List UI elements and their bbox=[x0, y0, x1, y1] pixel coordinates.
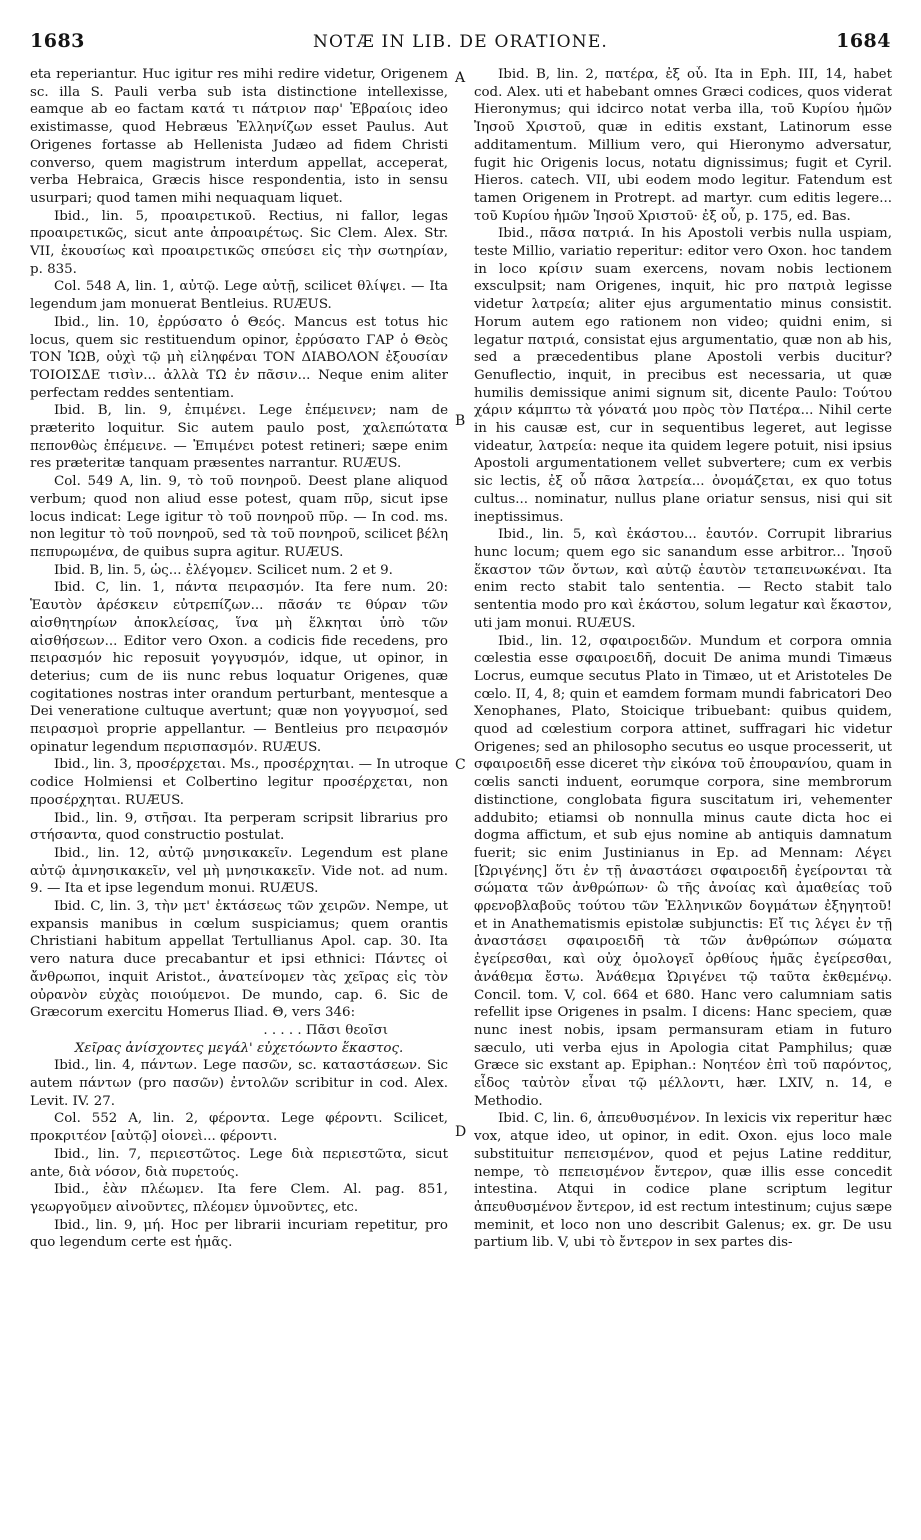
verse-line: . . . . . Πᾶσι θεοῖσι bbox=[263, 1022, 388, 1038]
page-header bbox=[30, 30, 891, 54]
left-column bbox=[30, 66, 448, 1530]
left-paragraph: Ibid. B, lin. 9, ἐπιμένει. Lege ἐπέμεινεν; nam de præterito loquitur. Sic autem paulo post, χαλεπώτατα πεπονθὼς ἐπέμεινε. — Ἐπιμένει potest retineri; sæpe enim res præteritæ tanquam præsentes narrantur. RUÆUS. bbox=[30, 403, 448, 472]
right-paragraph: Ibid., lin. 5, καὶ ἑκάστου... ἑαυτόν. Corrupit librarius hunc locum; quem ego sic sanandum esse arbitror... Ἰησοῦ ἕκαστον τῶν ὄντων, καὶ αὐτῷ ἑαυτὸν τεταπεινωκέναι. Ita enim recto stabit talo sententia. — Recto stabit talo sententia modo pro καὶ ἑκάστου, solum legatur καὶ ἕκαστον, uti jam monui. RUÆUS. bbox=[474, 527, 892, 631]
left-paragraph: Ibid. B, lin. 5, ὡς... ἐλέγομεν. Scilicet num. 2 et 9. bbox=[54, 562, 393, 578]
left-paragraph: Ibid., lin. 5, προαιρετικοῦ. Rectius, ni fallor, legas προαιρετικῶς, sicut ante ἀπροαιρέτως. Sic Clem. Alex. Str. VII, ἑκουσίως καὶ προαιρετικῶς σπεύσει εἰς τὴν σωτηρίαν, p. 835. bbox=[30, 208, 448, 277]
left-paragraph: Ibid., lin. 7, περιεστῶτος. Lege διὰ περιεστῶτα, sicut ante, διὰ νόσον, διὰ πυρετούς. bbox=[30, 1146, 448, 1180]
left-paragraph: Ibid., lin. 12, αὐτῷ μνησικακεῖν. Legendum est plane αὐτῷ ἀμνησικακεῖν, vel μὴ μνησικακεῖν. Vide not. ad num. 9. — Ita et ipse legendum monui. RUÆUS. bbox=[30, 845, 448, 897]
page-number-left: 1683 bbox=[30, 30, 85, 52]
left-paragraph: Ibid., ἐὰν πλέωμεν. Ita fere Clem. Al. pag. 851, γεωργοῦμεν αἰνοῦντες, πλέομεν ὑμνοῦντες, etc. bbox=[30, 1182, 448, 1215]
left-paragraph: Ibid., lin. 9, στῆσαι. Ita perperam scripsit librarius pro στήσαντα, quod constructio postulat. bbox=[30, 810, 448, 844]
right-paragraph: Ibid. B, lin. 2, πατέρα, ἐξ οὗ. Ita in Eph. III, 14, habet cod. Alex. uti et habebant omnes Græci codices, quos viderat Hieronymus; qui idcirco notat verba illa, τοῦ Κυρίου ἡμῶν Ἰησοῦ Χριστοῦ, quæ in editis exstant, Latinorum esse additamentum. Millium vero, qui Hieronymo adversatur, fugit hic Origenis locus, notatu dignissimus; fugit et Cyril. Hieros. catech. VII, ubi eodem modo legitur. Fatendum est tamen Origenem in Protrept. ad martyr. cum editis legere... τοῦ Κυρίου ἡμῶν Ἰησοῦ Χριστοῦ· ἐξ οὗ, p. 175, ed. Bas. bbox=[474, 67, 892, 224]
left-paragraph: eta reperiantur. Huc igitur res mihi redire videtur, Origenem sc. illa S. Pauli verba sub ista distinctione intellexisse, eamque ab eo factam κατά τι πάτριον παρ' Ἑβραίοις ideo existimasse, quod Hebræus Ἑλληνίζων esset Paulus. Aut Origenes fortasse ab Hellenista Judæo ad fidem Christi converso, quem magistrum interdum appellat, acceperat, verba Hebraica, Græcis hisce respondentia, isto in sensu usurpari; quod tamen mihi nequaquam liquet. bbox=[30, 67, 448, 206]
running-title: NOTÆ IN LIB. DE ORATIONE. bbox=[312, 32, 609, 52]
right-paragraph: Ibid. C, lin. 6, ἀπευθυσμένον. In lexicis vix reperitur hæc vox, atque ideo, ut opinor, in edit. Oxon. ejus loco male substituitur πεπεισμένον, quod et pejus Latine redditur, nempe, τὸ πεπεισμένον ἔντερον, quæ illis esse concedit intestina. Atqui in codice plane scriptum legitur ἀπευθυσμένον ἔντερον, id est rectum intestinum; cujus sæpe meminit, et loco non uno describit Galenus; ex. gr. De usu partium lib. V, ubi τὸ ἔντερον in sex partes dis- bbox=[474, 1111, 892, 1251]
left-paragraph: Ibid. C, lin. 1, πάντα πειρασμόν. Ita fere num. 20: Ἑαυτὸν ἀρέσκειν εὐτρεπίζων... πᾶσάν τε θύραν τῶν αἰσθητηρίων ἀποκλείσας, ἵνα μὴ ἕλκηται ὑπὸ τῶν αἰσθήσεων... Editor vero Oxon. a codicis fide recedens, pro πειρασμόν hic reposuit γογγυσμόν, idque, ut opinor, in deterius; cum de iis nunc rebus loquatur Origenes, quæ cogitationes nostras inter orandum perturbant, mentesque a Dei veneratione cultuque avertunt; quæ non γογγυσμοί, sed πειρασμοὶ proprie appellantur. — Bentleius pro πειρασμόν opinatur legendum περισπασμόν. RUÆUS. bbox=[30, 580, 448, 755]
right-paragraph: Ibid., πᾶσα πατριά. In his Apostoli verbis nulla uspiam, teste Millio, variatio reperitur: editor vero Oxon. hoc tandem in loco κρίσιν suam exercens, novam nobis lectionem exsculpsit; nam Origenes, inquit, hic pro πατριὰ legisse videtur λατρεία; aliter ejus argumentatio minus consistit. Horum autem ego rationem non video; quidni enim, si legatur πατριά, consistat ejus argumentatio, quæ non ab his, sed a præcedentibus plane Apostoli verbis ducitur? Genuflectio, inquit, in precibus est necessaria, ut quæ humilis demissique animi signum sit, dicente Paulo: Τούτου χάριν κάμπτω τὰ γόνατά μου πρὸς τὸν Πατέρα... Nihil certe in his causæ est, cur in sequentibus legeret, aut legisse videatur, λατρεία: neque ita quidem legere potuit, nisi ipsius Apostoli argumentationem vellet subvertere; cum ex verbis sic lectis, ἐξ οὗ πᾶσα λατρεία... ὀνομάζεται, ex quo totus cultus... nominatur, nullus plane oriatur sensus, nisi qui sit ineptissimus. bbox=[474, 226, 892, 525]
left-paragraph: Ibid. C, lin. 3, τὴν μετ' ἐκτάσεως τῶν χειρῶν. Nempe, ut expansis manibus in cœlum suspiciamus; quem orantis Christiani habitum appellat Tertullianus Apol. cap. 30. Ita vero natura duce precabantur et ipsi ethnici: Πάντες οἱ ἄνθρωποι, inquit Aristot., ἀνατείνομεν τὰς χεῖρας εἰς τὸν οὐρανὸν εὐχὰς ποιούμενοι. De mundo, cap. 6. Sic de Græcorum exercitu Homerus Iliad. Θ, vers 346: bbox=[30, 899, 448, 1021]
left-paragraph: Col. 549 A, lin. 9, τὸ τοῦ πονηροῦ. Deest plane aliquod verbum; quod non aliud esse potest, quam πῦρ, sicut ipse locus indicat: Lege igitur τὸ τοῦ πονηροῦ πῦρ. — In cod. ms. non legitur τὸ τοῦ πονηροῦ, sed τὰ τοῦ πονηροῦ, scilicet βέλη πεπυρωμένα, de quibus supra agitur. RUÆUS. bbox=[30, 474, 448, 560]
verse-line: Χεῖρας ἀνίσχοντες μεγάλ' εὐχετόωντο ἕκαστος. bbox=[74, 1040, 404, 1056]
right-paragraph: Ibid., lin. 12, σφαιροειδῶν. Mundum et corpora omnia cœlestia esse σφαιροειδῆ, docuit De anima mundi Timæus Locrus, eumque secutus Plato in Timæo, ut et Aristoteles De cœlo. II, 4, 8; quin et eamdem formam mundi fabricatori Deo Xenophanes, Plato, Stoicique tribuebant: quibus quidem, quod ad cœlestium corpora attinet, suffragari hic videtur Origenes; sed an philosopho secutus eo usque processerit, ut σφαιροειδῆ esse diceret τὴν εἰκόνα τοῦ ἐπουρανίου, quam in cœlis sancti induent, eorumque corpora, sine membrorum distinctione, conglobata figura suscitatum iri, vehementer addubito; etiamsi ob nonnulla minus caute dicta hoc ei dogma affictum, et sub ejus nomine ab antiquis damnatum fuerit; sic enim Justinianus in Ep. ad Mennam: Λέγει [Ὠριγένης] ὅτι ἐν τῇ ἀναστάσει σφαιροειδῆ ἐγείρονται τὰ σώματα τῶν ἀνθρώπων· ὢ τῆς ἀνοίας καὶ ἀμαθείας τοῦ φρενοβλαβοῦς τούτου τῶν Ἑλληνικῶν δογμάτων ἐξηγητοῦ! et in Anathematismis epistolæ subjunctis: Εἴ τις λέγει ἐν τῇ ἀναστάσει σφαιροειδῆ τὰ τῶν ἀνθρώπων σώματα ἐγείρεσθαι, καὶ οὐχ ὁμολογεῖ ὀρθίους ἡμᾶς ἐγείρεσθαι, ἀνάθεμα ἔστω. Ἀνάθεμα Ὠριγένει τῷ ταῦτα ἐκθεμένῳ. Concil. tom. V, col. 664 et 680. Hanc vero calumniam satis refellit ipse Origenes in psalm. I dicens: Hanc speciem, quæ nunc inest nobis, ipsam permansuram etiam in futuro sæculo, uti verba ejus in Apologia citat Pamphilus; quæ Græce sic exstant ap. Epiphan.: Νοητέον ἐπὶ τοῦ παρόντος, εἶδος ταὐτὸν εἶναι τῷ μέλλοντι, hær. LXIV, n. 14, e Methodio. bbox=[474, 633, 892, 1109]
left-paragraph: Col. 548 A, lin. 1, αὐτῷ. Lege αὐτῇ, scilicet θλίψει. — Ita legendum jam monuerat Bentleius. RUÆUS. bbox=[30, 279, 448, 313]
margin-letter-b: B bbox=[455, 413, 466, 429]
page-number-right: 1684 bbox=[836, 30, 891, 52]
left-paragraph: Ibid., lin. 3, προσέρχεται. Ms., προσέρχηται. — In utroque codice Holmiensi et Colbertino legitur προσέρχεται, non προσέρχηται. RUÆUS. bbox=[30, 757, 448, 808]
right-column bbox=[474, 66, 892, 1530]
left-paragraph: Col. 552 A, lin. 2, φέροντα. Lege φέροντι. Scilicet, προκριτέον [αὐτῷ] οἱονεὶ... φέροντι. bbox=[30, 1111, 448, 1145]
margin-letter-a: A bbox=[455, 70, 466, 86]
left-paragraph: Ibid., lin. 4, πάντων. Lege πασῶν, sc. καταστάσεων. Sic autem πάντων (pro πασῶν) ἐντολῶν scribitur in cod. Alex. Levit. IV. 27. bbox=[30, 1058, 448, 1109]
margin-letter-c: C bbox=[455, 757, 466, 773]
left-paragraph: Ibid., lin. 10, ἐρρύσατο ὁ Θεός. Mancus est totus hic locus, quem sic restituendum opinor, ἐρρύσατο ΓΑΡ ὁ Θεὸς ΤΟΝ ἸΩΒ, οὐχὶ τῷ μὴ εἰληφέναι ΤΟΝ ΔΙΑΒΟΛΟΝ ἐξουσίαν ΤΟΙΟΙΣΔΕ τισὶν... ἀλλὰ ΤΩ ἐν πᾶσιν... Neque enim aliter perfectam reddes sententiam. bbox=[30, 314, 448, 401]
left-paragraph: Ibid., lin. 9, μή. Hoc per librarii incuriam repetitur, pro quo legendum certe est ἡμᾶς. bbox=[30, 1217, 448, 1251]
margin-letter-d: D bbox=[455, 1124, 467, 1140]
